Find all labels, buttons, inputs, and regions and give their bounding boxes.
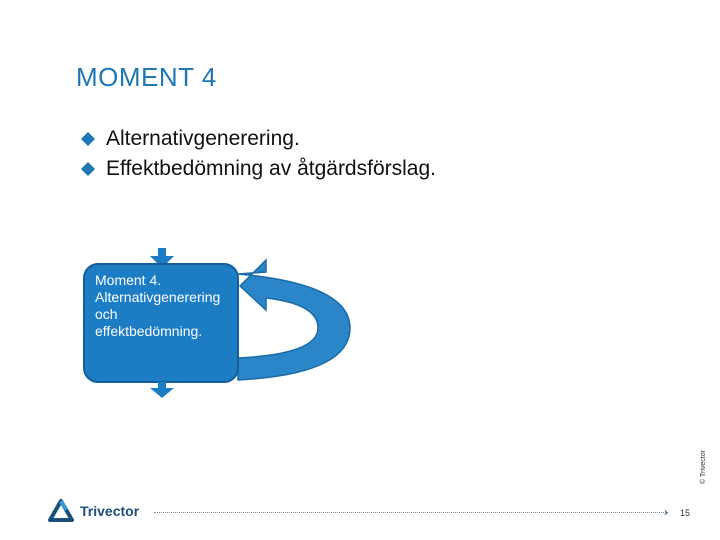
copyright-text: © Trivector [700,450,707,484]
bullet-text: Effektbedömning av åtgärdsförslag. [106,157,436,180]
footer-divider [154,512,668,513]
box-line: Moment 4. [95,272,162,288]
arrow-down-bottom-icon [150,382,174,398]
chevron-right-icon: › [664,505,668,519]
box-line: Alternativgenerering [95,289,221,305]
diamond-bullet-icon [80,161,96,177]
bullet-text: Alternativgenerering. [106,127,300,150]
box-line: effektbedömning. [95,323,203,339]
moment-box-label [95,272,235,340]
page-number: 15 [680,508,691,518]
diamond-bullet-icon [80,131,96,147]
trivector-logo-icon [46,498,76,526]
bullet-item [80,124,436,154]
box-line: och [95,306,118,322]
bullet-item [80,154,436,184]
footer-brand: Trivector [80,503,140,519]
bullet-list [80,124,436,184]
cycle-arrow-icon [238,260,350,380]
slide-title: MOMENT 4 [76,62,217,92]
